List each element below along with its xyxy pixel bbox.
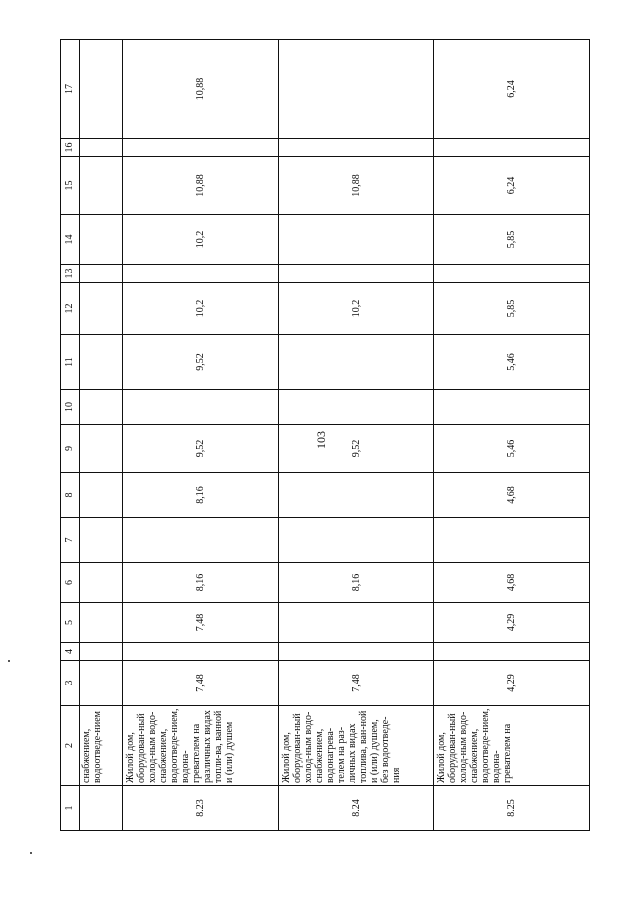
- tariff-table: [60, 39, 590, 831]
- value-cell: 9,52: [123, 425, 279, 473]
- value-cell: [123, 139, 279, 157]
- value-cell: [434, 518, 590, 563]
- table-cell: [79, 265, 122, 283]
- row-code: 8.24: [278, 786, 434, 831]
- value-cell: [278, 335, 434, 390]
- value-cell: [278, 265, 434, 283]
- table-row: [123, 40, 279, 831]
- value-cell: 10,2: [123, 215, 279, 265]
- continued-row: [79, 40, 122, 831]
- value-cell: 8,16: [123, 473, 279, 518]
- value-cell: [434, 643, 590, 661]
- table-cell: [79, 518, 122, 563]
- header-cell: 14: [61, 215, 80, 265]
- value-cell: [278, 215, 434, 265]
- value-cell: 10,2: [278, 283, 434, 335]
- header-cell: 6: [61, 563, 80, 603]
- value-cell: 10,88: [123, 157, 279, 215]
- header-cell: 4: [61, 643, 80, 661]
- value-cell: 5,85: [434, 215, 590, 265]
- value-cell: 6,24: [434, 40, 590, 139]
- value-cell: [123, 643, 279, 661]
- table-cell: [79, 661, 122, 706]
- value-cell: [278, 139, 434, 157]
- table-cell: [79, 563, 122, 603]
- header-cell: 16: [61, 139, 80, 157]
- header-cell: 13: [61, 265, 80, 283]
- row-code: 8.25: [434, 786, 590, 831]
- value-cell: 10,88: [123, 40, 279, 139]
- rotated-table-container: [60, 40, 590, 831]
- value-cell: [123, 265, 279, 283]
- value-cell: [434, 265, 590, 283]
- row-name: Жилой дом, оборудован-ный холод-ным водо-снабжением, водоотведе-нием, водона-гревателем на: [434, 706, 590, 786]
- header-cell: 7: [61, 518, 80, 563]
- value-cell: [123, 390, 279, 425]
- header-cell: 17: [61, 40, 80, 139]
- table-cell: [79, 643, 122, 661]
- table-cell: [79, 425, 122, 473]
- header-cell: 12: [61, 283, 80, 335]
- value-cell: 4,68: [434, 473, 590, 518]
- header-cell: 2: [61, 706, 80, 786]
- value-cell: 7,48: [278, 661, 434, 706]
- table-cell: [79, 215, 122, 265]
- value-cell: 4,29: [434, 603, 590, 643]
- header-cell: 3: [61, 661, 80, 706]
- header-cell: 11: [61, 335, 80, 390]
- value-cell: 9,52: [123, 335, 279, 390]
- value-cell: 4,29: [434, 661, 590, 706]
- value-cell: [278, 473, 434, 518]
- table-cell: [79, 786, 122, 831]
- header-cell: 5: [61, 603, 80, 643]
- row-name: Жилой дом, оборудован-ный холод-ным водо-снабжением, водоотведе-нием, водона-гревателем на различных видах топли-ва, ванной и (или) душем: [123, 706, 279, 786]
- value-cell: 4,68: [434, 563, 590, 603]
- table-cell: [79, 40, 122, 139]
- header-cell: 15: [61, 157, 80, 215]
- table-cell: [79, 335, 122, 390]
- row-name: снабжением, водоотведе-нием: [79, 706, 122, 786]
- value-cell: 7,48: [123, 661, 279, 706]
- value-cell: [434, 139, 590, 157]
- page-number: 103: [314, 431, 328, 449]
- value-cell: 9,52: [278, 425, 434, 473]
- value-cell: 5,46: [434, 425, 590, 473]
- row-name: Жилой дом, оборудован-ный холод-ным водо-снабжением, водонагрева-телем на раз-личных видах топлива, ван-ной и (или) душем, без водоотведе-ния: [278, 706, 434, 786]
- table-cell: [79, 139, 122, 157]
- header-row: [61, 40, 80, 831]
- table-row: [278, 40, 434, 831]
- row-code: 8.23: [123, 786, 279, 831]
- value-cell: 10,88: [278, 157, 434, 215]
- value-cell: 10,2: [123, 283, 279, 335]
- value-cell: [278, 603, 434, 643]
- value-cell: [434, 390, 590, 425]
- header-cell: 1: [61, 786, 80, 831]
- value-cell: 8,16: [278, 563, 434, 603]
- table-cell: [79, 390, 122, 425]
- header-cell: 9: [61, 425, 80, 473]
- value-cell: [278, 643, 434, 661]
- value-cell: [123, 518, 279, 563]
- value-cell: [278, 40, 434, 139]
- table-cell: [79, 283, 122, 335]
- header-cell: 10: [61, 390, 80, 425]
- scan-speck: [8, 660, 10, 662]
- table-cell: [79, 473, 122, 518]
- value-cell: [278, 390, 434, 425]
- value-cell: 5,85: [434, 283, 590, 335]
- header-cell: 8: [61, 473, 80, 518]
- scan-speck: [30, 852, 32, 854]
- value-cell: 6,24: [434, 157, 590, 215]
- table-row: [434, 40, 590, 831]
- value-cell: 5,46: [434, 335, 590, 390]
- value-cell: [278, 518, 434, 563]
- table-cell: [79, 603, 122, 643]
- value-cell: 7,48: [123, 603, 279, 643]
- value-cell: 8,16: [123, 563, 279, 603]
- table-cell: [79, 157, 122, 215]
